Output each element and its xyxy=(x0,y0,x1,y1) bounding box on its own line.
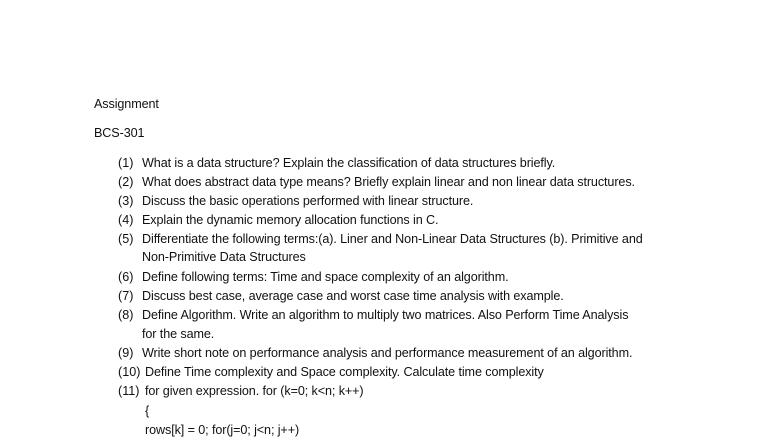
code-line: { xyxy=(145,404,150,418)
question-text: Define following terms: Time and space complexity of an algorithm. xyxy=(142,270,509,284)
question-number: (10) xyxy=(118,365,141,379)
question-text: Write short note on performance analysis and performance measurement of an algorithm. xyxy=(142,346,633,360)
question-number: (2) xyxy=(118,175,134,189)
question-text-continuation: Non-Primitive Data Structures xyxy=(142,250,306,264)
question-number: (7) xyxy=(118,289,134,303)
question-text: for given expression. for (k=0; k<n; k++) xyxy=(145,384,364,398)
question-number: (5) xyxy=(118,232,134,246)
question-number: (8) xyxy=(118,308,134,322)
question-number: (4) xyxy=(118,213,134,227)
question-text: Explain the dynamic memory allocation functions in C. xyxy=(142,213,439,227)
question-text-continuation: for the same. xyxy=(142,327,215,341)
question-number: (11) xyxy=(118,384,140,398)
question-text: Differentiate the following terms:(a). Liner and Non-Linear Data Structures (b). Primitive and xyxy=(142,232,643,246)
question-text: Define Time complexity and Space complexity. Calculate time complexity xyxy=(145,365,544,379)
code-line: rows[k] = 0; for(j=0; j<n; j++) xyxy=(145,423,300,437)
assignment-heading: Assignment xyxy=(94,97,159,111)
question-text: Define Algorithm. Write an algorithm to multiply two matrices. Also Perform Time Analysis xyxy=(142,308,629,322)
question-number: (9) xyxy=(118,346,134,360)
course-code: BCS-301 xyxy=(94,126,145,140)
question-text: Discuss the basic operations performed with linear structure. xyxy=(142,194,474,208)
question-text: What does abstract data type means? Briefly explain linear and non linear data structures. xyxy=(142,175,635,189)
question-number: (6) xyxy=(118,270,134,284)
question-number: (3) xyxy=(118,194,134,208)
question-number: (1) xyxy=(118,156,134,170)
question-text: Discuss best case, average case and worst case time analysis with example. xyxy=(142,289,564,303)
question-text: What is a data structure? Explain the classification of data structures briefly. xyxy=(142,156,556,170)
